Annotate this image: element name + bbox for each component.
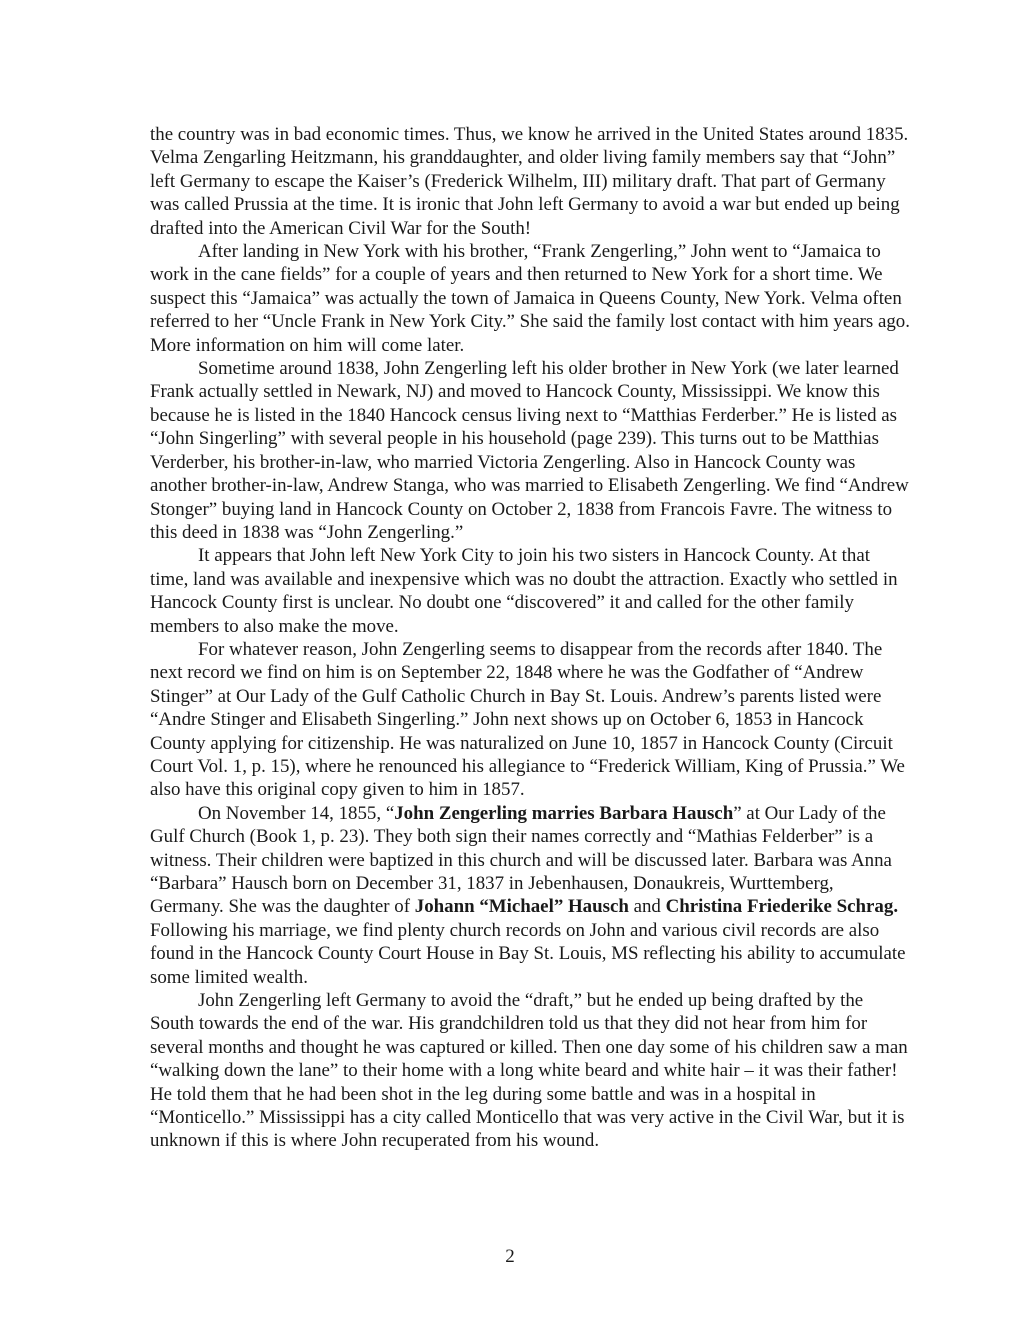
paragraph-6-text: ” at Our Lady of the Gulf Church (Book 1, p. 23). They both sign their names correctly and “Mathias Felderber” is a witness. Their children were baptized in this church and will be discussed later. Barbara was Anna “Barbara” Hausch born on December 31, 1837 in Jebenhausen, Donaukreis, Wurttemberg, Germany. She was the daughter of <box>150 802 892 918</box>
page-number: 2 <box>505 1246 515 1267</box>
paragraph-6-text: On November 14, 1855, “ <box>198 802 395 824</box>
paragraph-3 <box>150 357 910 544</box>
paragraph-1-text: the country was in bad economic times. Thus, we know he arrived in the United States around 1835. Velma Zengarling Heitzmann, his granddaughter, and older living family members say that “John” left Germany to escape the Kaiser’s (Frederick Wilhelm, III) military draft. That part of Germany was called Prussia at the time. It is ironic that John left Germany to avoid a war but ended up being drafted into the American Civil War for the South! <box>150 124 909 239</box>
paragraph-7 <box>150 989 910 1153</box>
paragraph-1 <box>150 123 910 240</box>
paragraph-7-text: John Zengerling left Germany to avoid the “draft,” but he ended up being drafted by the South towards the end of the war. His grandchildren told us that they did not hear from him for several months and thought he was captured or killed. Then one day some of his children saw a man “walking down the lane” to their home with a long white beard and white hair – it was their father! He told them that he had been shot in the leg during some battle and was in a hospital in “Monticello.” Mississippi has a city called Monticello that was very active in the Civil War, but it is unknown if this is where John recuperated from his wound. <box>150 990 908 1152</box>
paragraph-2 <box>150 240 910 357</box>
paragraph-4-text: It appears that John left New York City to join his two sisters in Hancock County. At that time, land was available and inexpensive which was no doubt the attraction. Exactly who settled in Hancock County first is unclear. No doubt one “discovered” it and called for the other family members to also make the move. <box>150 545 898 637</box>
paragraph-3-text: Sometime around 1838, John Zengerling left his older brother in New York (we later learned Frank actually settled in Newark, NJ) and moved to Hancock County, Mississippi. We know this because he is listed in the 1840 Hancock census living next to “Matthias Ferderber.” He is listed as “John Singerling” with several people in his household (page 239). This turns out to be Matthias Verderber, his brother-in-law, who married Victoria Zengerling. Also in Hancock County was another brother-in-law, Andrew Stanga, who was married to Elisabeth Zengerling. We find “Andrew Stonger” buying land in Hancock County on October 2, 1838 from Francois Favre. The witness to this deed in 1838 was “John Zengerling.” <box>150 358 909 543</box>
paragraph-5 <box>150 638 910 802</box>
paragraph-6-text: and <box>628 896 666 918</box>
paragraph-2-text: After landing in New York with his brother, “Frank Zengerling,” John went to “Jamaica to work in the cane fields” for a couple of years and then returned to New York for a short time. We suspect this “Jamaica” was actually the town of Jamaica in Queens County, New York. Velma often referred to her “Uncle Frank in New York City.” She said the family lost contact with him years ago. More information on him will come later. <box>150 241 910 356</box>
paragraph-6 <box>150 802 910 989</box>
marriage-heading-bold: John Zengerling marries Barbara Hausch <box>394 802 734 824</box>
paragraph-6-text: Following his marriage, we find plenty church records on John and various civil records are also found in the Hancock County Court House in Bay St. Louis, MS reflecting his ability to accumulate some limited wealth. <box>150 919 906 988</box>
paragraph-5-text: For whatever reason, John Zengerling seems to disappear from the records after 1840. The next record we find on him is on September 22, 1848 where he was the Godfather of “Andrew Stinger” at Our Lady of the Gulf Catholic Church in Bay St. Louis. Andrew’s parents listed were “Andre Stinger and Elisabeth Singerling.” John next shows up on October 6, 1853 in Hancock County applying for citizenship. He was naturalized on June 10, 1857 in Hancock County (Circuit Court Vol. 1, p. 15), where he renounced his allegiance to “Frederick William, King of Prussia.” We also have this original copy given to him in 1857. <box>150 638 905 801</box>
page-body <box>150 123 910 1153</box>
paragraph-4 <box>150 544 910 638</box>
father-name-bold: Johann “Michael” Hausch <box>414 896 629 918</box>
mother-name-bold: Christina Friederike Schrag. <box>665 896 899 918</box>
